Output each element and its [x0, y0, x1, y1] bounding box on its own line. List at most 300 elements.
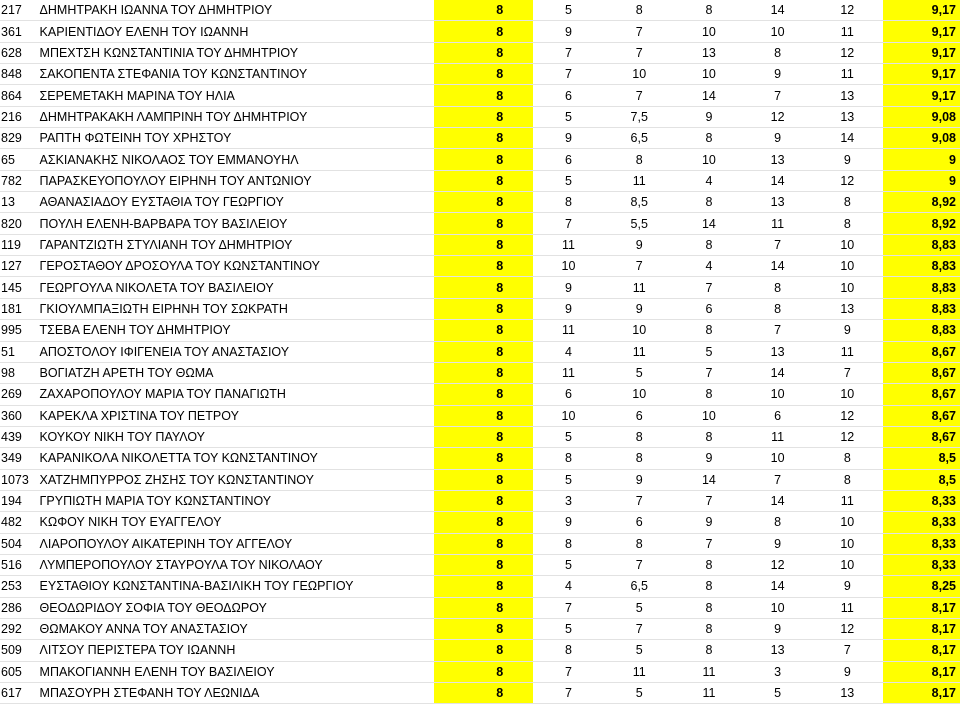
- row-name: ΣΕΡΕΜΕΤΑΚΗ ΜΑΡΙΝΑ ΤΟΥ ΗΛΙΑ: [39, 88, 235, 103]
- row-id: 13: [1, 195, 15, 210]
- score-col-1: 8: [434, 405, 533, 426]
- average-score: 8,33: [883, 554, 960, 575]
- score-col-5: 13: [770, 643, 785, 658]
- row-name: ΓΑΡΑΝΤΖΙΩΤΗ ΣΤΥΛΙΑΝΗ ΤΟΥ ΔΗΜΗΤΡΙΟΥ: [39, 237, 293, 252]
- row-name: ΑΠΟΣΤΟΛΟΥ ΙΦΙΓΕΝΕΙΑ ΤΟΥ ΑΝΑΣΤΑΣΙΟΥ: [39, 344, 290, 359]
- score-col-4: 7: [705, 366, 713, 381]
- score-col-1: 8: [434, 0, 533, 21]
- score-col-4: 10: [701, 152, 716, 167]
- average-score: 8,67: [883, 362, 960, 383]
- score-col-1: 8: [434, 362, 533, 383]
- average-score: 9,17: [883, 21, 960, 42]
- score-col-4: 10: [701, 408, 716, 423]
- score-col-4: 13: [701, 45, 716, 60]
- row-name: ΛΙΑΡΟΠΟΥΛΟΥ ΑΙΚΑΤΕΡΙΝΗ ΤΟΥ ΑΓΓΕΛΟΥ: [39, 536, 293, 551]
- score-col-5: 7: [774, 237, 782, 252]
- score-col-1: 8: [434, 234, 533, 255]
- row-id: 864: [1, 88, 22, 103]
- score-col-2: 5: [564, 622, 572, 637]
- score-col-6: 9: [843, 152, 851, 167]
- table-row: [0, 576, 960, 597]
- score-col-5: 14: [770, 366, 785, 381]
- average-score: 8,83: [883, 277, 960, 298]
- score-col-1: 8: [434, 618, 533, 639]
- score-col-2: 11: [561, 366, 575, 381]
- table-row: [0, 277, 960, 298]
- score-col-2: 4: [564, 579, 572, 594]
- score-col-2: 9: [564, 24, 572, 39]
- score-col-2: 5: [564, 558, 572, 573]
- score-col-6: 9: [843, 323, 851, 338]
- score-col-5: 10: [770, 600, 785, 615]
- score-col-2: 7: [564, 600, 572, 615]
- table-row: [0, 298, 960, 319]
- score-col-2: 4: [564, 344, 572, 359]
- average-score: 8,67: [883, 384, 960, 405]
- score-col-3: 9: [635, 472, 643, 487]
- table-row: [0, 597, 960, 618]
- score-col-1: 8: [434, 554, 533, 575]
- score-col-5: 9: [774, 622, 782, 637]
- score-col-5: 13: [770, 195, 785, 210]
- score-col-3: 7: [635, 558, 643, 573]
- score-col-1: 8: [434, 384, 533, 405]
- score-col-3: 5: [635, 643, 643, 658]
- row-id: 217: [1, 3, 22, 18]
- score-col-2: 6: [564, 152, 572, 167]
- row-id: 286: [1, 600, 22, 615]
- average-score: 9,17: [883, 42, 960, 63]
- row-id: 98: [1, 366, 15, 381]
- score-col-6: 13: [840, 88, 855, 103]
- score-col-3: 8: [635, 430, 643, 445]
- table-row: [0, 640, 960, 661]
- row-name: ΑΣΚΙΑΝΑΚΗΣ ΝΙΚΟΛΑΟΣ ΤΟΥ ΕΜΜΑΝΟΥΗΛ: [39, 152, 299, 167]
- score-col-5: 11: [771, 430, 785, 445]
- average-score: 9: [883, 149, 960, 170]
- row-name: ΕΥΣΤΑΘΙΟΥ ΚΩΝΣΤΑΝΤΙΝΑ-ΒΑΣΙΛΙΚΗ ΤΟΥ ΓΕΩΡΓΙΟΥ: [39, 579, 354, 594]
- score-col-6: 10: [840, 536, 855, 551]
- score-col-3: 8: [635, 3, 643, 18]
- score-col-6: 11: [840, 24, 854, 39]
- score-col-6: 8: [843, 216, 851, 231]
- score-col-3: 10: [632, 67, 647, 82]
- row-name: ΓΡΥΠΙΩΤΗ ΜΑΡΙΑ ΤΟΥ ΚΩΝΣΤΑΝΤΙΝΟΥ: [39, 494, 272, 509]
- score-col-3: 8: [635, 451, 643, 466]
- score-col-1: 8: [434, 512, 533, 533]
- score-col-3: 7: [635, 622, 643, 637]
- score-col-5: 13: [770, 344, 785, 359]
- average-score: 8,33: [883, 490, 960, 511]
- table-row: [0, 469, 960, 490]
- score-col-5: 7: [774, 88, 782, 103]
- row-name: ΚΑΡΕΚΛΑ ΧΡΙΣΤΙΝΑ ΤΟΥ ΠΕΤΡΟΥ: [39, 408, 239, 423]
- table-row: [0, 192, 960, 213]
- score-col-1: 8: [434, 533, 533, 554]
- row-id: 504: [1, 536, 22, 551]
- table-row: [0, 320, 960, 341]
- score-col-6: 13: [840, 686, 855, 701]
- score-col-1: 8: [434, 683, 533, 704]
- score-col-3: 7: [635, 45, 643, 60]
- score-col-3: 9: [635, 301, 643, 316]
- score-col-1: 8: [434, 597, 533, 618]
- score-col-6: 13: [840, 301, 855, 316]
- score-col-2: 7: [564, 664, 572, 679]
- score-col-6: 10: [840, 280, 855, 295]
- score-col-2: 7: [564, 45, 572, 60]
- score-col-1: 8: [434, 448, 533, 469]
- score-col-4: 14: [701, 88, 716, 103]
- table-row: [0, 170, 960, 191]
- average-score: 8,92: [883, 192, 960, 213]
- score-col-2: 10: [561, 259, 576, 274]
- score-col-4: 8: [705, 237, 713, 252]
- score-col-5: 9: [774, 536, 782, 551]
- row-id: 292: [1, 622, 22, 637]
- score-col-1: 8: [434, 490, 533, 511]
- score-col-4: 8: [705, 323, 713, 338]
- row-id: 194: [1, 494, 22, 509]
- score-col-1: 8: [434, 661, 533, 682]
- average-score: 8,17: [883, 618, 960, 639]
- row-name: ΛΙΤΣΟΥ ΠΕΡΙΣΤΕΡΑ ΤΟΥ ΙΩΑΝΝΗ: [39, 643, 236, 658]
- score-col-1: 8: [434, 42, 533, 63]
- average-score: 9: [883, 170, 960, 191]
- score-col-6: 11: [840, 600, 854, 615]
- table-row: [0, 21, 960, 42]
- row-name: ΚΟΥΚΟΥ ΝΙΚΗ ΤΟΥ ΠΑΥΛΟΥ: [39, 430, 206, 445]
- score-col-1: 8: [434, 320, 533, 341]
- row-id: 51: [1, 344, 15, 359]
- score-col-5: 8: [774, 515, 782, 530]
- score-col-6: 8: [843, 195, 851, 210]
- table-row: [0, 0, 960, 21]
- score-col-6: 11: [840, 344, 854, 359]
- average-score: 8,5: [883, 469, 960, 490]
- table-row: [0, 42, 960, 63]
- score-col-1: 8: [434, 192, 533, 213]
- row-id: 360: [1, 408, 22, 423]
- score-col-5: 3: [774, 664, 782, 679]
- row-id: 119: [1, 237, 21, 252]
- score-col-2: 9: [564, 301, 572, 316]
- score-col-2: 7: [564, 686, 572, 701]
- table-row: [0, 234, 960, 255]
- row-name: ΘΩΜΑΚΟΥ ΑΝΝΑ ΤΟΥ ΑΝΑΣΤΑΣΙΟΥ: [39, 622, 248, 637]
- score-col-6: 11: [840, 494, 854, 509]
- score-col-6: 7: [843, 643, 851, 658]
- table-row: [0, 490, 960, 511]
- score-col-3: 10: [632, 323, 647, 338]
- score-col-6: 9: [843, 664, 851, 679]
- score-col-3: 8: [635, 536, 643, 551]
- score-col-5: 10: [770, 24, 785, 39]
- score-col-1: 8: [434, 640, 533, 661]
- score-col-5: 11: [771, 216, 785, 231]
- table-row: [0, 554, 960, 575]
- score-col-2: 8: [564, 643, 572, 658]
- table-row: [0, 661, 960, 682]
- score-col-5: 8: [774, 301, 782, 316]
- row-id: 439: [1, 430, 22, 445]
- score-col-4: 9: [705, 109, 713, 124]
- score-col-1: 8: [434, 213, 533, 234]
- score-col-1: 8: [434, 149, 533, 170]
- score-col-2: 9: [564, 131, 572, 146]
- score-col-6: 14: [840, 131, 855, 146]
- score-col-5: 10: [770, 451, 785, 466]
- score-col-2: 5: [564, 430, 572, 445]
- score-col-6: 12: [840, 45, 855, 60]
- score-col-2: 9: [564, 280, 572, 295]
- row-id: 65: [1, 152, 15, 167]
- row-id: 605: [1, 664, 22, 679]
- score-col-6: 12: [840, 430, 855, 445]
- average-score: 8,17: [883, 661, 960, 682]
- row-name: ΔΗΜΗΤΡΑΚΗ ΙΩΑΝΝΑ ΤΟΥ ΔΗΜΗΤΡΙΟΥ: [39, 3, 273, 18]
- row-name: ΡΑΠΤΗ ΦΩΤΕΙΝΗ ΤΟΥ ΧΡΗΣΤΟΥ: [39, 131, 232, 146]
- row-id: 216: [1, 109, 22, 124]
- score-col-4: 8: [705, 558, 713, 573]
- table-row: [0, 512, 960, 533]
- table-row: [0, 405, 960, 426]
- table-row: [0, 341, 960, 362]
- average-score: 8,17: [883, 683, 960, 704]
- score-col-4: 10: [701, 24, 716, 39]
- average-score: 8,67: [883, 405, 960, 426]
- average-score: 8,5: [883, 448, 960, 469]
- score-col-1: 8: [434, 469, 533, 490]
- score-col-3: 10: [632, 387, 647, 402]
- row-id: 349: [1, 451, 22, 466]
- row-name: ΓΕΩΡΓΟΥΛΑ ΝΙΚΟΛΕΤΑ ΤΟΥ ΒΑΣΙΛΕΙΟΥ: [39, 280, 274, 295]
- score-col-4: 6: [705, 301, 713, 316]
- score-col-3: 7: [635, 24, 643, 39]
- row-name: ΘΕΟΔΩΡΙΔΟΥ ΣΟΦΙΑ ΤΟΥ ΘΕΟΔΩΡΟΥ: [39, 600, 267, 615]
- average-score: 8,67: [883, 426, 960, 447]
- row-name: ΠΑΡΑΣΚΕΥΟΠΟΥΛΟΥ ΕΙΡΗΝΗ ΤΟΥ ΑΝΤΩΝΙΟΥ: [39, 173, 312, 188]
- average-score: 8,67: [883, 341, 960, 362]
- score-col-6: 12: [840, 622, 855, 637]
- table-row: [0, 448, 960, 469]
- score-col-3: 6: [635, 515, 643, 530]
- score-col-3: 7,5: [630, 109, 648, 124]
- row-id: 145: [1, 280, 22, 295]
- score-col-4: 7: [705, 494, 713, 509]
- score-col-2: 10: [561, 408, 576, 423]
- average-score: 8,83: [883, 298, 960, 319]
- score-col-2: 11: [561, 323, 575, 338]
- score-col-1: 8: [434, 21, 533, 42]
- score-col-5: 9: [774, 131, 782, 146]
- score-col-5: 13: [770, 152, 785, 167]
- score-col-3: 6: [635, 408, 643, 423]
- score-col-2: 3: [564, 494, 572, 509]
- score-col-2: 6: [564, 88, 572, 103]
- average-score: 8,83: [883, 256, 960, 277]
- row-id: 628: [1, 45, 22, 60]
- average-score: 9,17: [883, 0, 960, 21]
- row-name: ΔΗΜΗΤΡΑΚΑΚΗ ΛΑΜΠΡΙΝΗ ΤΟΥ ΔΗΜΗΤΡΙΟΥ: [39, 109, 308, 124]
- row-name: ΒΟΓΙΑΤΖΗ ΑΡΕΤΗ ΤΟΥ ΘΩΜΑ: [39, 366, 214, 381]
- score-col-4: 9: [705, 515, 713, 530]
- score-col-3: 8,5: [630, 195, 648, 210]
- score-col-6: 13: [840, 109, 855, 124]
- table-row: [0, 85, 960, 106]
- score-col-3: 8: [635, 152, 643, 167]
- row-name: ΤΣΕΒΑ ΕΛΕΝΗ ΤΟΥ ΔΗΜΗΤΡΙΟΥ: [39, 323, 231, 338]
- score-col-5: 10: [770, 387, 785, 402]
- score-col-5: 14: [770, 3, 785, 18]
- row-name: ΛΥΜΠΕΡΟΠΟΥΛΟΥ ΣΤΑΥΡΟΥΛΑ ΤΟΥ ΝΙΚΟΛΑΟΥ: [39, 558, 323, 573]
- table-row: [0, 149, 960, 170]
- score-col-2: 5: [564, 109, 572, 124]
- score-col-5: 14: [770, 494, 785, 509]
- score-col-4: 4: [705, 259, 713, 274]
- row-id: 1073: [1, 472, 29, 487]
- row-name: ΓΕΡΟΣΤΑΘΟΥ ΔΡΟΣΟΥΛΑ ΤΟΥ ΚΩΝΣΤΑΝΤΙΝΟΥ: [39, 259, 320, 274]
- row-name: ΚΩΦΟΥ ΝΙΚΗ ΤΟΥ ΕΥΑΓΓΕΛΟΥ: [39, 515, 222, 530]
- row-name: ΑΘΑΝΑΣΙΑΔΟΥ ΕΥΣΤΑΘΙΑ ΤΟΥ ΓΕΩΡΓΙΟΥ: [39, 195, 284, 210]
- score-col-6: 8: [843, 451, 851, 466]
- score-col-3: 11: [632, 173, 646, 188]
- score-col-3: 9: [635, 237, 643, 252]
- table-row: [0, 533, 960, 554]
- average-score: 9,08: [883, 106, 960, 127]
- average-score: 8,17: [883, 640, 960, 661]
- average-score: 8,33: [883, 533, 960, 554]
- row-id: 127: [1, 259, 22, 274]
- average-score: 8,17: [883, 597, 960, 618]
- score-col-6: 12: [840, 173, 855, 188]
- score-col-6: 12: [840, 408, 855, 423]
- row-id: 782: [1, 173, 22, 188]
- score-col-3: 11: [632, 344, 646, 359]
- score-col-6: 10: [840, 237, 855, 252]
- row-name: ΚΑΡΑΝΙΚΟΛΑ ΝΙΚΟΛΕΤΤΑ ΤΟΥ ΚΩΝΣΤΑΝΤΙΝΟΥ: [39, 451, 318, 466]
- score-col-3: 6,5: [630, 579, 648, 594]
- average-score: 8,33: [883, 512, 960, 533]
- row-id: 482: [1, 515, 22, 530]
- score-col-6: 10: [840, 387, 855, 402]
- row-id: 995: [1, 323, 22, 338]
- row-id: 820: [1, 216, 22, 231]
- score-col-4: 14: [701, 472, 716, 487]
- score-col-1: 8: [434, 85, 533, 106]
- row-name: ΧΑΤΖΗΜΠΥΡΡΟΣ ΖΗΣΗΣ ΤΟΥ ΚΩΝΣΤΑΝΤΙΝΟΥ: [39, 472, 314, 487]
- score-col-3: 7: [635, 259, 643, 274]
- score-col-2: 8: [564, 536, 572, 551]
- score-col-4: 8: [705, 131, 713, 146]
- score-col-2: 11: [561, 237, 575, 252]
- score-col-4: 8: [705, 387, 713, 402]
- score-col-1: 8: [434, 277, 533, 298]
- score-col-3: 5: [635, 366, 643, 381]
- score-col-1: 8: [434, 256, 533, 277]
- score-col-2: 7: [564, 67, 572, 82]
- score-col-3: 11: [632, 664, 646, 679]
- table-row: [0, 106, 960, 127]
- score-col-4: 8: [705, 579, 713, 594]
- score-col-6: 9: [843, 579, 851, 594]
- score-col-3: 7: [635, 494, 643, 509]
- score-col-1: 8: [434, 64, 533, 85]
- score-col-1: 8: [434, 128, 533, 149]
- average-score: 8,83: [883, 234, 960, 255]
- score-col-5: 14: [770, 173, 785, 188]
- score-col-3: 7: [635, 88, 643, 103]
- table-row: [0, 213, 960, 234]
- score-col-1: 8: [434, 341, 533, 362]
- row-id: 361: [1, 24, 22, 39]
- score-col-4: 7: [705, 536, 713, 551]
- score-col-5: 12: [770, 558, 785, 573]
- score-col-5: 8: [774, 280, 782, 295]
- row-name: ΣΑΚΟΠΕΝΤΑ ΣΤΕΦΑΝΙΑ ΤΟΥ ΚΩΝΣΤΑΝΤΙΝΟΥ: [39, 67, 308, 82]
- average-score: 8,25: [883, 576, 960, 597]
- table-row: [0, 618, 960, 639]
- score-col-6: 10: [840, 259, 855, 274]
- table-row: [0, 128, 960, 149]
- score-col-1: 8: [434, 170, 533, 191]
- score-col-4: 8: [705, 622, 713, 637]
- row-name: ΜΠΑΚΟΓΙΑΝΝΗ ΕΛΕΝΗ ΤΟΥ ΒΑΣΙΛΕΙΟΥ: [39, 664, 275, 679]
- score-col-5: 7: [774, 472, 782, 487]
- score-col-4: 14: [701, 216, 716, 231]
- score-col-3: 11: [632, 280, 646, 295]
- score-col-4: 8: [705, 643, 713, 658]
- score-col-2: 8: [564, 451, 572, 466]
- score-col-3: 5: [635, 686, 643, 701]
- table-row: [0, 64, 960, 85]
- score-col-6: 7: [843, 366, 851, 381]
- score-col-4: 10: [701, 67, 716, 82]
- row-id: 269: [1, 387, 22, 402]
- score-col-2: 8: [564, 195, 572, 210]
- score-col-6: 11: [840, 67, 854, 82]
- row-id: 617: [1, 686, 22, 701]
- score-col-5: 9: [774, 67, 782, 82]
- average-score: 8,83: [883, 320, 960, 341]
- score-col-2: 5: [564, 173, 572, 188]
- score-col-2: 5: [564, 3, 572, 18]
- score-col-1: 8: [434, 298, 533, 319]
- table-row: [0, 384, 960, 405]
- score-col-6: 10: [840, 515, 855, 530]
- score-col-4: 11: [702, 686, 716, 701]
- score-col-4: 9: [705, 451, 713, 466]
- score-col-4: 8: [705, 195, 713, 210]
- score-col-4: 8: [705, 430, 713, 445]
- row-id: 509: [1, 643, 22, 658]
- row-id: 829: [1, 131, 22, 146]
- average-score: 9,17: [883, 64, 960, 85]
- average-score: 9,17: [883, 85, 960, 106]
- score-col-5: 14: [770, 259, 785, 274]
- row-id: 253: [1, 579, 22, 594]
- score-col-4: 5: [705, 344, 713, 359]
- score-col-4: 8: [705, 3, 713, 18]
- score-col-1: 8: [434, 106, 533, 127]
- score-col-6: 10: [840, 558, 855, 573]
- row-name: ΠΟΥΛΗ ΕΛΕΝΗ-ΒΑΡΒΑΡΑ ΤΟΥ ΒΑΣΙΛΕΙΟΥ: [39, 216, 288, 231]
- table-row: [0, 362, 960, 383]
- score-col-4: 8: [705, 600, 713, 615]
- row-id: 181: [1, 301, 22, 316]
- score-col-5: 7: [774, 323, 782, 338]
- score-col-5: 12: [770, 109, 785, 124]
